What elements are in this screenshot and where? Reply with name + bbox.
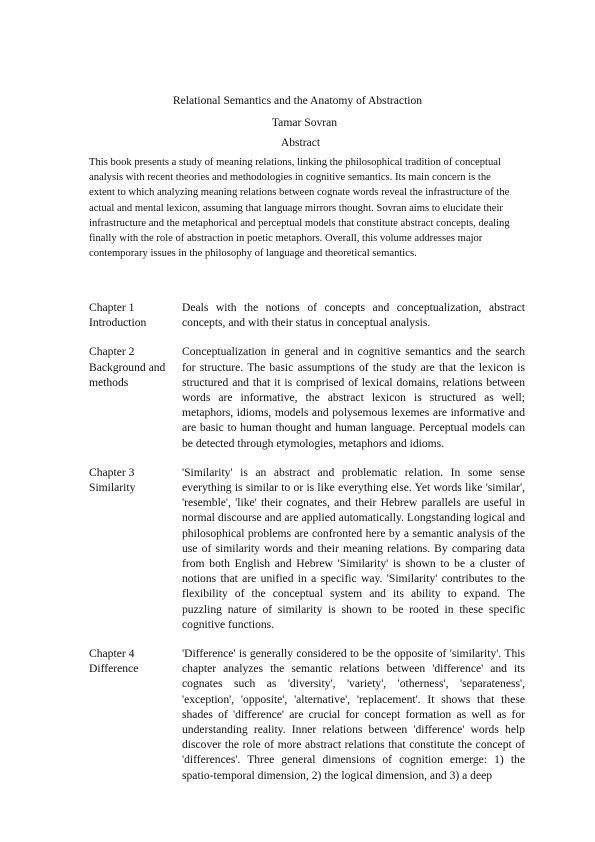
chapter-name: Difference — [89, 662, 139, 676]
chapter-number: Chapter 3 — [89, 465, 135, 479]
abstract-paragraph: This book presents a study of meaning relations, linking the philosophical tradition of conceptual analysis with recent theories and methodologies in cognitive semantics. Its main concern is the extent to which analyzing meaning relations between cognate words reveal the infrastructure of the actual and mental lexicon, assuming that language mirrors thought. Sovran aims to elucidate their infrastructure and the metaphorical and perceptual models that constitute abstract concepts, dealing finally with the role of abstraction in poetic metaphors. Overall, this volume addresses major contemporary issues in the philosophy of language and theoretical semantics. — [89, 157, 510, 260]
chapter-description: Deals with the notions of concepts and conceptualization, abstract concepts, and with their status in conceptual analysis. — [182, 301, 525, 330]
chapter-label — [89, 300, 182, 330]
abstract-heading: Abstract — [280, 136, 321, 149]
book-title: Relational Semantics and the Anatomy of Abstraction — [172, 94, 423, 107]
chapter-number: Chapter 1 — [89, 301, 135, 314]
chapter-description: Conceptualization in general and in cognitive semantics and the search for structure. The basic assumptions of the study are that the lexicon is structured and that it is comprised of lexical domains, relations between words are informative, the abstract lexicon is structured as well; metaphors, idioms, models and polysemous lexemes are informative and are basic to human thought and human language. Perceptual models can be detected through etymologies, metaphors and idioms. — [182, 345, 525, 450]
chapter-label — [89, 344, 182, 390]
chapter-list — [89, 300, 525, 797]
chapter-number: Chapter 4 — [89, 647, 135, 661]
chapter-entry — [89, 646, 525, 783]
chapter-description: 'Difference' is generally considered to be the opposite of 'similarity'. This chapter analyzes the semantic relations between 'difference' and its cognates such as 'diversity', 'variety', 'otherness', 'separateness', 'exception', 'opposite', 'alternative', 'replacement'. It shows that these shades of 'difference' are crucial for concept formation as well as for understanding reality. Inner relations between 'difference' words help discover the role of more abstract relations that constitute the concept of 'differences'. Three general dimensions of cognition emerge: 1) the spatio-temporal dimension, 2) the logical dimension, and 3) a deep — [182, 647, 525, 782]
chapter-entry — [89, 300, 525, 330]
chapter-entry — [89, 344, 525, 450]
chapter-name: Introduction — [89, 316, 147, 330]
chapter-number: Chapter 2 — [89, 345, 135, 359]
chapter-name: Similarity — [89, 481, 136, 495]
chapter-label — [89, 646, 182, 676]
chapter-description: 'Similarity' is an abstract and problematic relation. In some sense everything is similar to or is like everything else. Yet words like 'similar', 'resemble', 'like' their cognates, and their Hebrew parallels are useful in normal discourse and are applied automatically. Longstanding logical and philosophical problems are confronted here by a semantic analysis of the use of similarity words and their meaning relations. By comparing data from both English and Hebrew 'Similarity' is shown to be a cluster of notions that are unified in a specific way. 'Similarity' contributes to the flexibility of the conceptual system and its ability to expand. The puzzling nature of similarity is shown to be rooted in these specific cognitive functions. — [182, 465, 525, 631]
chapter-name: Background and methods — [89, 360, 166, 389]
chapter-entry — [89, 465, 525, 632]
author-name: Tamar Sovran — [271, 116, 338, 129]
chapter-label — [89, 465, 182, 495]
